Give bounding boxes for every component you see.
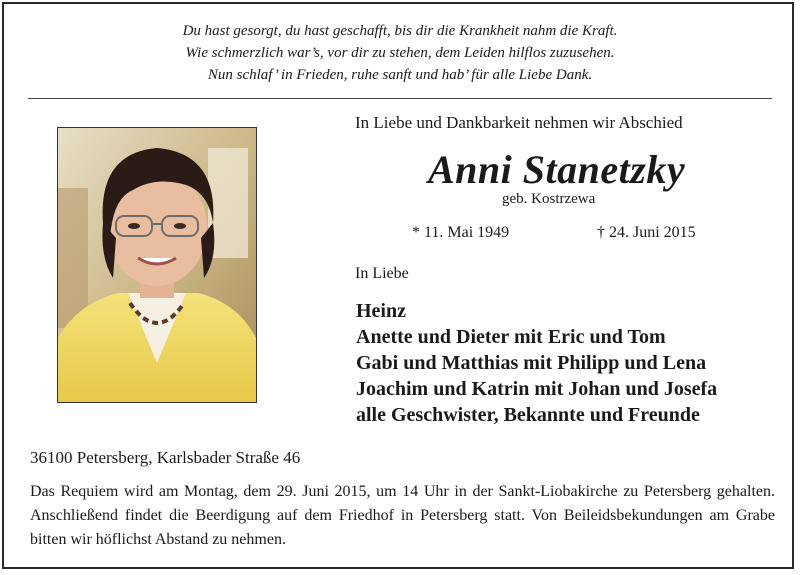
mourner-line: alle Geschwister, Bekannte und Freunde [356, 404, 700, 426]
portrait-photo [57, 127, 257, 403]
poem-line: Du hast gesorgt, du hast geschafft, bis dir die Krankheit nahm die Kraft. [182, 23, 618, 39]
deceased-name: Anni Stanetzky [428, 147, 686, 192]
farewell-line: In Liebe und Dankbarkeit nehmen wir Abschied [355, 113, 683, 132]
in-liebe-label: In Liebe [355, 265, 409, 282]
poem [0, 20, 800, 86]
service-notice: Das Requiem wird am Montag, dem 29. Juni 2015, um 14 Uhr in der Sankt-Liobakirche zu Petersberg gehalten. Anschließend findet die Beerdigung auf dem Friedhof in Petersberg statt. Von Beileidsbekundungen am Grabe bitten wir höflichst Abstand zu nehmen. [30, 483, 775, 548]
mourners-list [356, 298, 717, 428]
mourner-line: Anette und Dieter mit Eric und Tom [356, 326, 666, 348]
poem-line: Nun schlaf’ in Frieden, ruhe sanft und hab’ für alle Liebe Dank. [207, 67, 593, 83]
birth-date: * 11. Mai 1949 [412, 224, 510, 241]
death-date: † 24. Juni 2015 [597, 224, 696, 241]
divider [28, 98, 772, 99]
address: 36100 Petersberg, Karlsbader Straße 46 [30, 448, 301, 467]
poem-line: Wie schmerzlich war’s, vor dir zu stehen, dem Leiden hilflos zuzusehen. [185, 45, 615, 61]
birth-name: geb. Kostrzewa [502, 191, 596, 207]
mourner-line: Joachim und Katrin mit Johan und Josefa [356, 378, 718, 400]
mourner-line: Gabi und Matthias mit Philipp und Lena [356, 352, 707, 374]
mourner-line: Heinz [356, 300, 406, 322]
